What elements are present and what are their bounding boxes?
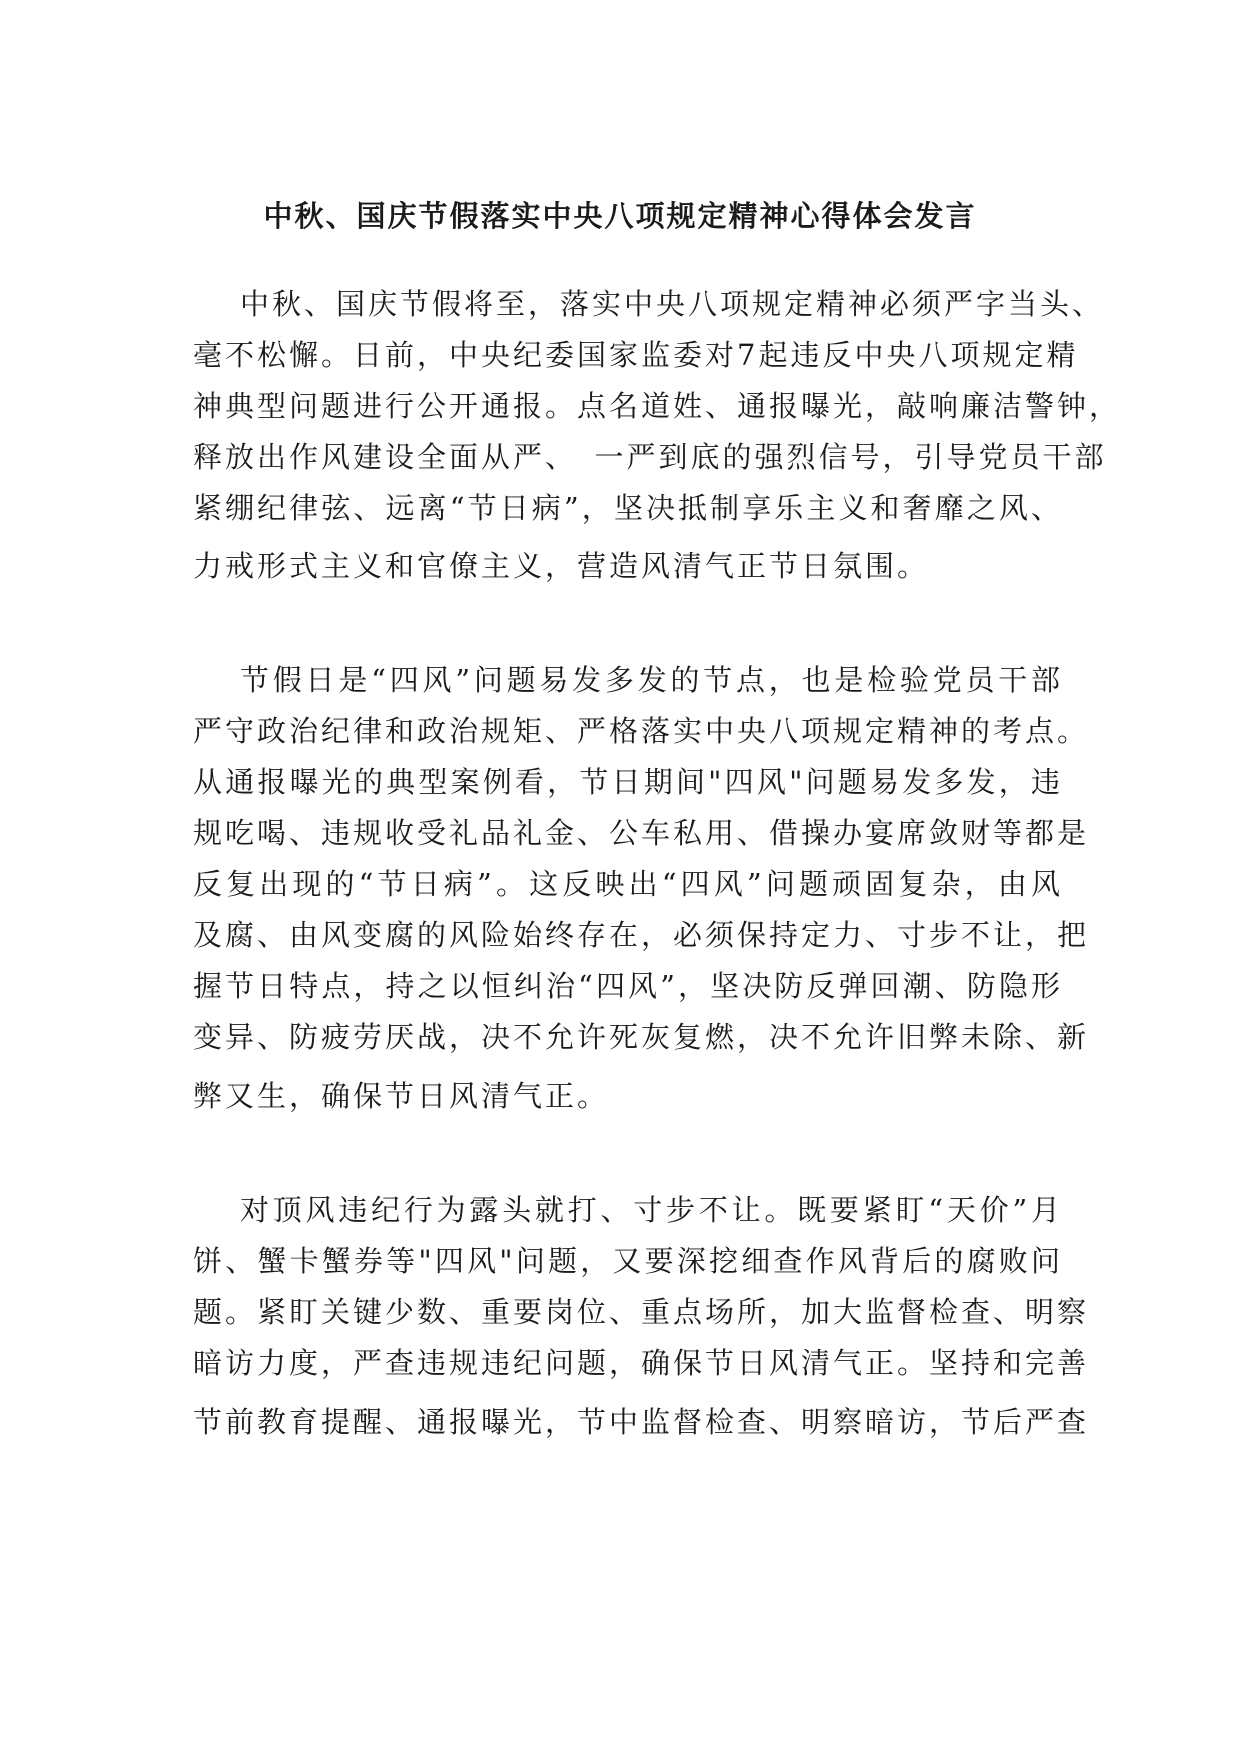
paragraph-line: 规吃喝、违规收受礼品礼金、公车私用、借操办宴席敛财等都是 bbox=[193, 816, 1090, 850]
paragraph-line: 饼、蟹卡蟹券等"四风"问题，又要深挖细查作风背后的腐败问 bbox=[193, 1244, 1063, 1278]
paragraph-line: 从通报曝光的典型案例看，节日期间"四风"问题易发多发，违 bbox=[193, 765, 1063, 799]
paragraph-line: 中秋、国庆节假将至，落实中央八项规定精神必须严字当头、 bbox=[240, 287, 1105, 321]
paragraph-line: 弊又生，确保节日风清气正。 bbox=[193, 1079, 610, 1113]
paragraph-line: 暗访力度，严查违规违纪问题，确保节日风清气正。坚持和完善 bbox=[193, 1346, 1090, 1380]
paragraph-line: 节前教育提醒、通报曝光，节中监督检查、明察暗访，节后严查 bbox=[193, 1405, 1090, 1439]
paragraph-line: 握节日特点，持之以恒纠治“四风”，坚决防反弹回潮、防隐形 bbox=[193, 969, 1063, 1003]
paragraph-line: 毫不松懈。日前，中央纪委国家监委对7起违反中央八项规定精 bbox=[193, 338, 1079, 372]
paragraph-line: 紧绷纪律弦、远离“节日病”，坚决抵制享乐主义和奢靡之风、 bbox=[193, 491, 1063, 525]
paragraph-line: 力戒形式主义和官僚主义，营造风清气正节日氛围。 bbox=[193, 549, 930, 583]
paragraph-line: 严守政治纪律和政治规矩、严格落实中央八项规定精神的考点。 bbox=[193, 714, 1090, 748]
paragraph-line: 变异、防疲劳厌战，决不允许死灰复燃，决不允许旧弊未除、新 bbox=[193, 1020, 1090, 1054]
document-title: 中秋、国庆节假落实中央八项规定精神心得体会发言 bbox=[263, 199, 977, 233]
paragraph-line: 释放出作风建设全面从严、 一严到底的强烈信号，引导党员干部 bbox=[193, 440, 1107, 474]
paragraph-line: 及腐、由风变腐的风险始终存在，必须保持定力、寸步不让，把 bbox=[193, 918, 1090, 952]
paragraph-line: 神典型问题进行公开通报。点名道姓、通报曝光，敲响廉洁警钟， bbox=[193, 389, 1122, 423]
paragraph-line: 反复出现的“节日病”。这反映出“四风”问题顽固复杂，由风 bbox=[193, 867, 1063, 901]
paragraph-line: 题。紧盯关键少数、重要岗位、重点场所，加大监督检查、明察 bbox=[193, 1295, 1090, 1329]
paragraph-line: 对顶风违纪行为露头就打、寸步不让。既要紧盯“天价”月 bbox=[240, 1193, 1063, 1227]
paragraph-line: 节假日是“四风”问题易发多发的节点，也是检验党员干部 bbox=[240, 663, 1063, 697]
